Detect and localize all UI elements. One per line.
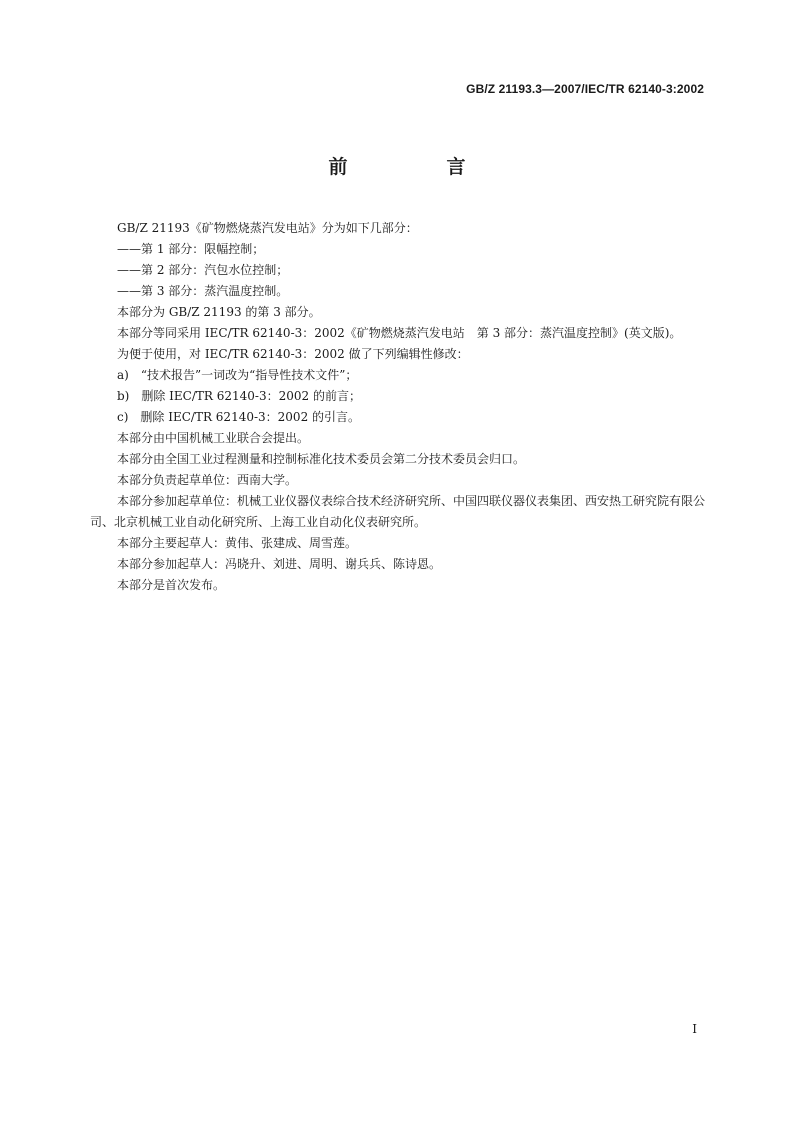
modification-item-a: a) “技术报告”一词改为“指导性技术文件”； (117, 368, 358, 382)
modification-item-c: c) 删除 IEC/TR 62140-3：2002 的引言。 (117, 410, 361, 424)
part-list-item-2: ——第 2 部分：汽包水位控制； (117, 263, 289, 277)
page-title: 前 言 (328, 156, 506, 178)
adoption-statement: 本部分等同采用 IEC/TR 62140-3：2002《矿物燃烧蒸汽发电站 第 3 部分：蒸汽温度控制》(英文版)。 (117, 326, 682, 340)
page-number: I (692, 1022, 697, 1036)
participating-drafters-statement: 本部分参加起草人：冯晓升、刘进、周明、谢兵兵、陈诗恩。 (117, 557, 442, 571)
committee-statement: 本部分由全国工业过程测量和控制标准化技术委员会第二分技术委员会归口。 (117, 452, 526, 466)
part-list-item-3: ——第 3 部分：蒸汽温度控制。 (117, 284, 289, 298)
part-list-item-1: ——第 1 部分：限幅控制； (117, 242, 265, 256)
main-drafters-statement: 本部分主要起草人：黄伟、张建成、周雪莲。 (117, 536, 358, 550)
part-statement: 本部分为 GB/Z 21193 的第 3 部分。 (117, 305, 321, 319)
standard-code-header: GB/Z 21193.3—2007/IEC/TR 62140-3:2002 (466, 82, 704, 96)
drafting-unit-statement: 本部分负责起草单位：西南大学。 (117, 473, 298, 487)
foreword-body (90, 218, 708, 596)
intro-paragraph: GB/Z 21193《矿物燃烧蒸汽发电站》分为如下几部分： (117, 221, 418, 235)
participating-units-statement: 本部分参加起草单位：机械工业仪器仪表综合技术经济研究所、中国四联仪器仪表集团、西安热工研究院有限公司、北京机械工业自动化研究所、上海工业自动化仪表研究所。 (90, 494, 706, 529)
proposer-statement: 本部分由中国机械工业联合会提出。 (117, 431, 310, 445)
first-release-statement: 本部分是首次发布。 (117, 578, 226, 592)
modification-item-b: b) 删除 IEC/TR 62140-3：2002 的前言； (117, 389, 361, 403)
modification-intro: 为便于使用，对 IEC/TR 62140-3：2002 做了下列编辑性修改： (117, 347, 469, 361)
